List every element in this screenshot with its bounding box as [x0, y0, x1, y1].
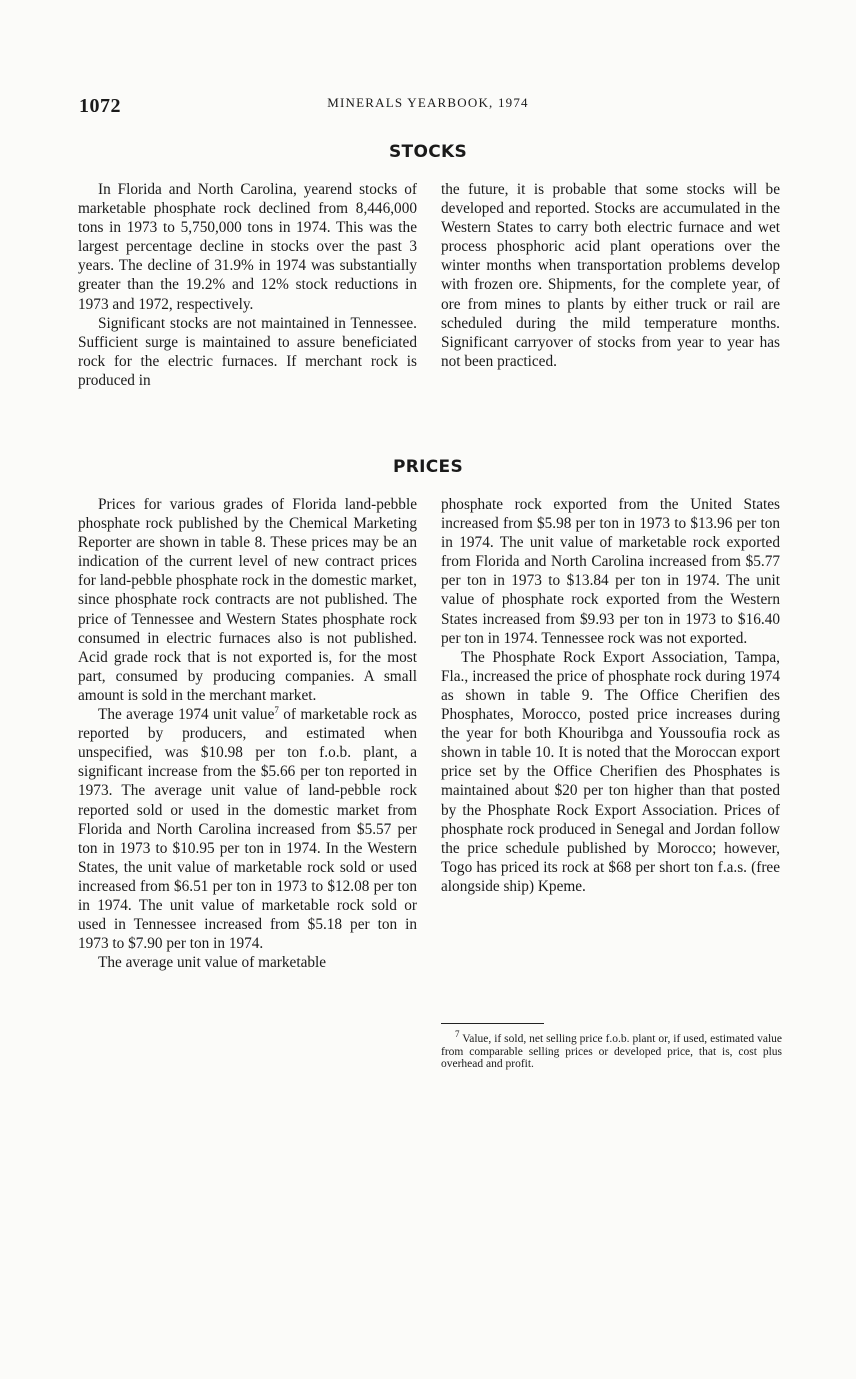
running-head: MINERALS YEARBOOK, 1974: [327, 95, 529, 110]
stocks-left-column: [78, 180, 417, 390]
prices-left-column: [78, 495, 417, 972]
prices-right-column: [441, 495, 780, 896]
paragraph: Prices for various grades of Florida land-pebble phosphate rock published by the Chemical Marketing Reporter are shown in table 8. These prices may be an indication of the current level of new contract prices for land-pebble phosphate rock in the domestic market, since phosphate rock contracts are not published. The price of Tennessee and Western States phosphate rock consumed in electric furnaces also is not published. Acid grade rock that is not exported is, for the most part, consumed by producing companies. A small amount is sold in the merchant market.: [78, 496, 417, 704]
paragraph: The Phosphate Rock Export Association, Tampa, Fla., increased the price of phosphate rock during 1974 as shown in table 9. The Office Cherifien des Phosphates, Morocco, posted price increases during the year for both Khouribga and Youssoufia rock as shown in table 10. It is noted that the Moroccan export price set by the Office Cherifien des Phosphates is maintained about $20 per ton higher than that posted by the Phosphate Rock Export Association. Prices of phosphate rock produced in Senegal and Jordan follow the price schedule published by Morocco; however, Togo has priced its rock at $68 per short ton f.a.s. (free alongside ship) Kpeme.: [441, 648, 780, 895]
paragraph: In Florida and North Carolina, yearend stocks of marketable phosphate rock declined from 8,446,000 tons in 1973 to 5,750,000 tons in 1974. This was the largest percentage decline in stocks over the past 3 years. The decline of 31.9% in 1974 was substantially greater than the 19.2% and 12% stock reductions in 1973 and 1972, respectively.: [78, 181, 417, 313]
stocks-right-column: [441, 180, 780, 371]
paragraph: the future, it is probable that some stocks will be developed and reported. Stocks are accumulated in the Western States to carry both electric furnace and wet process phosphoric acid plant operations over the winter months when transportation problems develop with frozen ore. Shipments, for the complete year, of ore from mines to plants by either truck or rail are scheduled during the mild temperature months. Significant carryover of stocks from year to year has not been practiced.: [441, 181, 780, 370]
footnote-ref: 7: [274, 704, 279, 715]
stocks-heading: STOCKS: [389, 142, 467, 162]
paragraph: phosphate rock exported from the United States increased from $5.98 per ton in 1973 to $13.96 per ton in 1974. The unit value of marketable rock exported from Florida and North Carolina increased from $5.77 per ton in 1973 to $13.84 per ton in 1974. The unit value of phosphate rock exported from the Western States increased from $9.93 per ton in 1973 to $16.40 per ton in 1974. Tennessee rock was not exported.: [441, 496, 780, 647]
text-run: of marketable rock as reported by producers, and estimated when unspecified, was $10.98 per ton f.o.b. plant, a significant increase from the $5.66 per ton reported in 1973. The average unit value of land-pebble rock reported sold or used in the domestic market from Florida and North Carolina increased from $5.57 per ton in 1973 to $10.95 per ton in 1974. In the Western States, the unit value of marketable rock sold or used increased from $6.51 per ton in 1973 to $12.08 per ton in 1974. The unit value of marketable rock sold or used in Tennessee increased from $5.18 per ton in 1973 to $7.90 per ton in 1974.: [78, 706, 417, 953]
footnote-marker: 7: [455, 1029, 460, 1040]
footnote-text: Value, if sold, net selling price f.o.b. plant or, if used, estimated value from comparable selling prices or developed price, that is, cost plus overhead and profit.: [441, 1033, 782, 1071]
footnote-rule: [441, 1023, 544, 1024]
paragraph: [78, 705, 417, 953]
paragraph: The average unit value of marketable: [98, 954, 327, 972]
paragraph: Significant stocks are not maintained in Tennessee. Sufficient surge is maintained to assure beneficiated rock for the electric furnaces. If merchant rock is produced in: [78, 314, 417, 389]
page-number: 1072: [79, 95, 121, 117]
prices-heading: PRICES: [392, 457, 463, 477]
text-run: The average 1974 unit value: [98, 706, 275, 724]
footnote: [441, 1029, 782, 1071]
